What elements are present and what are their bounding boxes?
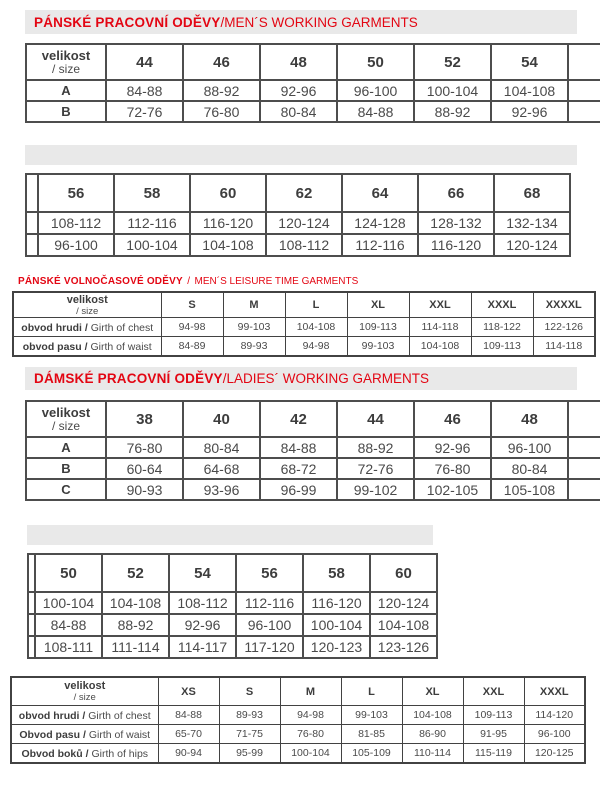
size-value-cell: 118-122 xyxy=(471,318,533,337)
size-value-cell: 89-93 xyxy=(219,706,280,725)
cut-off-cell xyxy=(568,80,600,101)
size-value-cell: 108-111 xyxy=(35,636,102,658)
table-mens-leisure-sizes xyxy=(12,291,596,357)
heading-bar-mens-working xyxy=(25,10,577,34)
table-row xyxy=(13,318,595,337)
cut-off-cell xyxy=(26,234,38,256)
size-column-header: 52 xyxy=(414,44,491,80)
heading-english: MEN´S WORKING GARMENTS xyxy=(224,14,418,30)
size-value-cell: 122-126 xyxy=(533,318,595,337)
row-label-cell xyxy=(11,725,158,744)
size-value-cell: 86-90 xyxy=(402,725,463,744)
size-value-cell: 96-100 xyxy=(524,725,585,744)
row-label-czech: Obvod boků xyxy=(21,748,83,760)
size-column-header: S xyxy=(219,677,280,706)
size-value-cell: 108-112 xyxy=(169,592,236,614)
size-column-header: S xyxy=(161,292,223,318)
size-value-cell: 65-70 xyxy=(158,725,219,744)
size-value-cell: 90-94 xyxy=(158,744,219,764)
size-column-header: 56 xyxy=(236,554,303,592)
size-value-cell: 104-108 xyxy=(402,706,463,725)
size-value-cell: 100-104 xyxy=(303,614,370,636)
size-table xyxy=(27,553,438,659)
size-value-cell: 124-128 xyxy=(342,212,418,234)
size-value-cell: 123-126 xyxy=(370,636,437,658)
cut-off-cell xyxy=(28,592,35,614)
row-label-cell xyxy=(11,706,158,725)
table-ladies-sizes-50-60 xyxy=(27,553,438,659)
size-value-cell: 96-100 xyxy=(491,437,568,458)
size-value-cell: 99-103 xyxy=(347,337,409,357)
size-value-cell: 105-108 xyxy=(491,479,568,500)
size-column-header: 46 xyxy=(183,44,260,80)
heading-english: MEN´S LEISURE TIME GARMENTS xyxy=(194,276,359,287)
size-value-cell: 104-108 xyxy=(285,318,347,337)
size-column-header: 64 xyxy=(342,174,418,212)
size-column-header: M xyxy=(223,292,285,318)
size-value-cell: 84-88 xyxy=(106,80,183,101)
size-value-cell: 114-120 xyxy=(524,706,585,725)
row-label-cell xyxy=(13,318,161,337)
row-label-cell: B xyxy=(26,458,106,479)
table-row xyxy=(26,479,600,500)
size-value-cell: 109-113 xyxy=(463,706,524,725)
size-column-header: 38 xyxy=(106,401,183,437)
cut-off-cell xyxy=(568,479,600,500)
size-value-cell: 80-84 xyxy=(183,437,260,458)
size-value-cell: 104-108 xyxy=(409,337,471,357)
table-row xyxy=(11,725,585,744)
size-value-cell: 110-114 xyxy=(402,744,463,764)
corner-label-english: / size xyxy=(76,305,99,317)
size-value-cell: 112-116 xyxy=(342,234,418,256)
row-label-cell xyxy=(11,744,158,764)
size-column-header: 52 xyxy=(102,554,169,592)
size-value-cell: 89-93 xyxy=(223,337,285,357)
row-label-english: Girth of hips xyxy=(91,748,149,760)
heading-bar-continuation xyxy=(25,145,577,165)
size-value-cell: 114-118 xyxy=(533,337,595,357)
cut-off-cell xyxy=(568,44,600,80)
size-column-header: 68 xyxy=(494,174,570,212)
size-value-cell: 100-104 xyxy=(114,234,190,256)
size-value-cell: 94-98 xyxy=(285,337,347,357)
size-column-header: 66 xyxy=(418,174,494,212)
size-column-header: L xyxy=(285,292,347,318)
size-column-header: 44 xyxy=(337,401,414,437)
row-label-cell: B xyxy=(26,101,106,122)
size-value-cell: 120-125 xyxy=(524,744,585,764)
size-value-cell: 100-104 xyxy=(35,592,102,614)
size-value-cell: 88-92 xyxy=(183,80,260,101)
size-column-header: 40 xyxy=(183,401,260,437)
size-value-cell: 84-88 xyxy=(337,101,414,122)
size-value-cell: 88-92 xyxy=(414,101,491,122)
size-value-cell: 94-98 xyxy=(280,706,341,725)
size-value-cell: 76-80 xyxy=(414,458,491,479)
cut-off-cell xyxy=(568,458,600,479)
size-value-cell: 88-92 xyxy=(337,437,414,458)
size-value-cell: 84-89 xyxy=(161,337,223,357)
table-mens-sizes-44-54 xyxy=(25,43,600,123)
size-value-cell: 116-120 xyxy=(190,212,266,234)
size-column-header: XL xyxy=(402,677,463,706)
size-column-header: L xyxy=(341,677,402,706)
table-mens-sizes-56-68 xyxy=(25,173,571,257)
size-value-cell: 112-116 xyxy=(114,212,190,234)
corner-label-czech: velikost xyxy=(41,48,91,63)
table-row xyxy=(26,101,600,122)
row-label-cell: C xyxy=(26,479,106,500)
corner-label-czech: velikost xyxy=(41,405,91,420)
cut-off-cell xyxy=(26,174,38,212)
size-label-header xyxy=(13,292,161,318)
size-value-cell: 93-96 xyxy=(183,479,260,500)
size-value-cell: 76-80 xyxy=(280,725,341,744)
size-value-cell: 84-88 xyxy=(158,706,219,725)
size-table xyxy=(25,400,600,501)
size-value-cell: 81-85 xyxy=(341,725,402,744)
size-value-cell: 72-76 xyxy=(106,101,183,122)
size-value-cell: 108-112 xyxy=(266,234,342,256)
corner-label-english: / size xyxy=(51,419,80,433)
size-value-cell: 108-112 xyxy=(38,212,114,234)
size-column-header: 48 xyxy=(260,44,337,80)
size-column-header: 60 xyxy=(190,174,266,212)
size-value-cell: 120-124 xyxy=(494,234,570,256)
size-value-cell: 71-75 xyxy=(219,725,280,744)
size-column-header: 48 xyxy=(491,401,568,437)
size-value-cell: 112-116 xyxy=(236,592,303,614)
size-value-cell: 90-93 xyxy=(106,479,183,500)
corner-label-english: / size xyxy=(73,692,96,703)
table-header-row xyxy=(26,44,600,80)
size-value-cell: 128-132 xyxy=(418,212,494,234)
size-value-cell: 95-99 xyxy=(219,744,280,764)
table-header-row xyxy=(13,292,595,318)
size-label-header xyxy=(26,44,106,80)
size-value-cell: 94-98 xyxy=(161,318,223,337)
size-table xyxy=(25,173,571,257)
size-column-header: XXXXL xyxy=(533,292,595,318)
size-value-cell: 99-103 xyxy=(341,706,402,725)
size-value-cell: 104-108 xyxy=(102,592,169,614)
heading-czech: PÁNSKÉ PRACOVNÍ ODĚVY xyxy=(34,14,221,30)
table-row xyxy=(11,744,585,764)
cut-off-cell xyxy=(568,437,600,458)
size-label-header xyxy=(11,677,158,706)
row-label-separator: / xyxy=(81,341,91,353)
heading-mens-leisure xyxy=(18,271,358,289)
size-value-cell: 92-96 xyxy=(491,101,568,122)
size-label-header xyxy=(26,401,106,437)
size-column-header: XXL xyxy=(463,677,524,706)
size-column-header: 60 xyxy=(370,554,437,592)
size-value-cell: 109-113 xyxy=(471,337,533,357)
cut-off-cell xyxy=(568,401,600,437)
size-value-cell: 92-96 xyxy=(260,80,337,101)
row-label-english: Girth of waist xyxy=(88,729,151,741)
size-column-header: XXXL xyxy=(471,292,533,318)
row-label-separator: / xyxy=(79,710,89,722)
size-value-cell: 100-104 xyxy=(414,80,491,101)
size-column-header: 54 xyxy=(169,554,236,592)
table-row xyxy=(11,706,585,725)
size-value-cell: 88-92 xyxy=(102,614,169,636)
size-value-cell: 60-64 xyxy=(106,458,183,479)
row-label-english: Girth of chest xyxy=(90,322,154,334)
table-header-row xyxy=(11,677,585,706)
size-column-header: 58 xyxy=(114,174,190,212)
heading-bar-continuation xyxy=(27,525,433,545)
size-column-header: XL xyxy=(347,292,409,318)
row-label-separator: / xyxy=(80,729,89,741)
size-table xyxy=(12,291,596,357)
cut-off-cell xyxy=(28,636,35,658)
row-label-czech: obvod hrudi xyxy=(21,322,82,334)
size-value-cell: 132-134 xyxy=(494,212,570,234)
cut-off-cell xyxy=(28,554,35,592)
table-row xyxy=(26,80,600,101)
size-value-cell: 120-123 xyxy=(303,636,370,658)
size-value-cell: 72-76 xyxy=(337,458,414,479)
size-value-cell: 96-99 xyxy=(260,479,337,500)
size-value-cell: 91-95 xyxy=(463,725,524,744)
table-ladies-sizes-38-48 xyxy=(25,400,600,501)
row-label-english: Girth of chest xyxy=(88,710,151,722)
size-value-cell: 96-100 xyxy=(38,234,114,256)
size-value-cell: 92-96 xyxy=(414,437,491,458)
row-label-czech: Obvod pasu xyxy=(19,729,81,741)
size-value-cell: 99-102 xyxy=(337,479,414,500)
size-column-header: 56 xyxy=(38,174,114,212)
size-column-header: 42 xyxy=(260,401,337,437)
size-value-cell: 64-68 xyxy=(183,458,260,479)
size-value-cell: 111-114 xyxy=(102,636,169,658)
size-value-cell: 84-88 xyxy=(260,437,337,458)
corner-label-czech: velikost xyxy=(64,680,106,692)
table-row xyxy=(26,212,570,234)
size-value-cell: 96-100 xyxy=(337,80,414,101)
size-value-cell: 80-84 xyxy=(260,101,337,122)
row-label-cell xyxy=(13,337,161,357)
size-column-header: 58 xyxy=(303,554,370,592)
corner-label-czech: velikost xyxy=(66,293,108,306)
heading-english: LADIES´ WORKING GARMENTS xyxy=(226,371,430,386)
heading-separator: / xyxy=(220,14,225,30)
row-label-english: Girth of waist xyxy=(90,341,152,353)
size-value-cell: 117-120 xyxy=(236,636,303,658)
cut-off-cell xyxy=(28,614,35,636)
table-row xyxy=(26,437,600,458)
size-value-cell: 80-84 xyxy=(491,458,568,479)
table-row xyxy=(26,458,600,479)
size-value-cell: 115-119 xyxy=(463,744,524,764)
row-label-separator: / xyxy=(82,748,92,760)
size-table xyxy=(25,43,600,123)
size-column-header: XS xyxy=(158,677,219,706)
row-label-czech: obvod pasu xyxy=(22,341,82,353)
heading-bar-ladies-working xyxy=(25,367,577,390)
size-column-header: 50 xyxy=(337,44,414,80)
size-value-cell: 76-80 xyxy=(183,101,260,122)
size-table xyxy=(10,676,586,764)
size-value-cell: 99-103 xyxy=(223,318,285,337)
heading-separator: / xyxy=(187,276,191,287)
size-value-cell: 116-120 xyxy=(418,234,494,256)
size-value-cell: 92-96 xyxy=(169,614,236,636)
size-value-cell: 109-113 xyxy=(347,318,409,337)
table-header-row xyxy=(26,174,570,212)
table-header-row xyxy=(26,401,600,437)
size-value-cell: 96-100 xyxy=(236,614,303,636)
table-row xyxy=(28,636,437,658)
row-label-cell: A xyxy=(26,437,106,458)
size-value-cell: 84-88 xyxy=(35,614,102,636)
row-label-czech: obvod hrudi xyxy=(18,710,80,722)
size-column-header: 50 xyxy=(35,554,102,592)
size-value-cell: 114-117 xyxy=(169,636,236,658)
size-column-header: M xyxy=(280,677,341,706)
table-row xyxy=(28,614,437,636)
size-column-header: 54 xyxy=(491,44,568,80)
size-value-cell: 104-108 xyxy=(190,234,266,256)
heading-czech: PÁNSKÉ VOLNOČASOVÉ ODĚVY xyxy=(18,276,183,287)
table-header-row xyxy=(28,554,437,592)
table-row xyxy=(26,234,570,256)
corner-label-english: / size xyxy=(51,62,80,76)
size-value-cell: 68-72 xyxy=(260,458,337,479)
size-column-header: XXXL xyxy=(524,677,585,706)
size-column-header: XXL xyxy=(409,292,471,318)
size-value-cell: 104-108 xyxy=(370,614,437,636)
size-value-cell: 104-108 xyxy=(491,80,568,101)
row-label-separator: / xyxy=(81,322,91,334)
cut-off-cell xyxy=(26,212,38,234)
size-column-header: 62 xyxy=(266,174,342,212)
size-column-header: 44 xyxy=(106,44,183,80)
size-value-cell: 120-124 xyxy=(266,212,342,234)
size-column-header: 46 xyxy=(414,401,491,437)
heading-separator: / xyxy=(222,371,227,386)
heading-czech: DÁMSKÉ PRACOVNÍ ODĚVY xyxy=(34,371,223,386)
size-value-cell: 100-104 xyxy=(280,744,341,764)
cut-off-cell xyxy=(568,101,600,122)
size-value-cell: 105-109 xyxy=(341,744,402,764)
row-label-cell: A xyxy=(26,80,106,101)
table-row xyxy=(13,337,595,357)
size-value-cell: 114-118 xyxy=(409,318,471,337)
size-value-cell: 76-80 xyxy=(106,437,183,458)
size-value-cell: 102-105 xyxy=(414,479,491,500)
table-row xyxy=(28,592,437,614)
size-value-cell: 120-124 xyxy=(370,592,437,614)
size-value-cell: 116-120 xyxy=(303,592,370,614)
table-ladies-letter-sizes xyxy=(10,676,586,764)
